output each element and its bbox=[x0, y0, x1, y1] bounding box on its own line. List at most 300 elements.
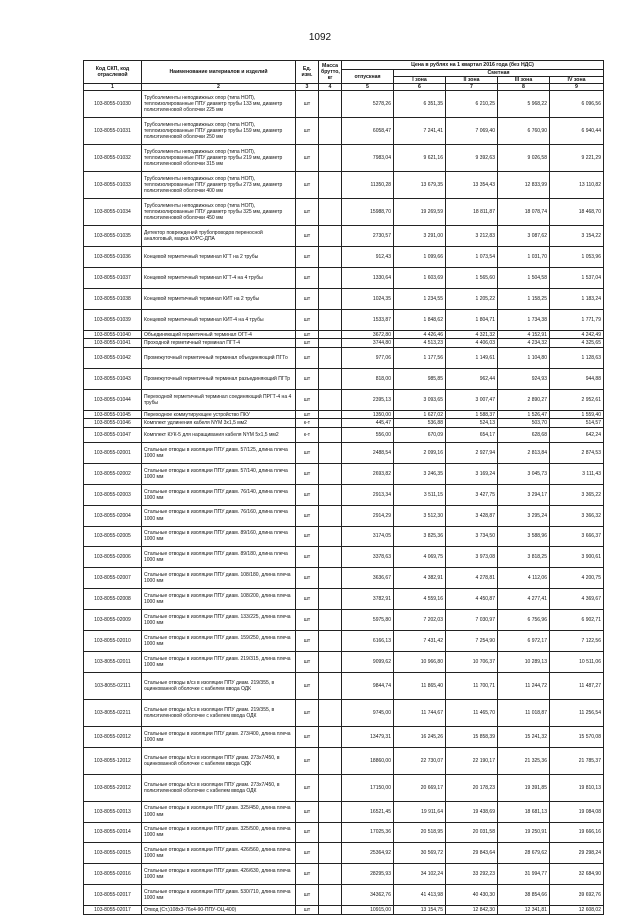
cell-price-otpusk: 2913,34 bbox=[342, 484, 394, 505]
cell-mass bbox=[319, 568, 342, 589]
cell-code: 103-8055-02007 bbox=[84, 568, 142, 589]
cell-unit: шт bbox=[296, 843, 319, 864]
cell-name: Комплект удлинения кабеля NYM 3х1,5 мм2 bbox=[142, 419, 296, 428]
cell-price-zone4: 10 511,06 bbox=[550, 651, 604, 672]
cell-price-zone4: 1 537,04 bbox=[550, 268, 604, 289]
cell-name: Комплект КУК-5 для наращивания кабеля NYM 5х1,5 мм2 bbox=[142, 428, 296, 443]
cell-price-zone1: 22 730,07 bbox=[394, 747, 446, 774]
cell-price-otpusk: 9745,00 bbox=[342, 699, 394, 726]
cell-price-otpusk: 2914,29 bbox=[342, 505, 394, 526]
cell-price-zone3: 12 833,99 bbox=[498, 172, 550, 199]
table-row bbox=[84, 906, 604, 915]
cell-price-zone4: 11 487,27 bbox=[550, 672, 604, 699]
cell-name: Стальные отводы в изоляции ППУ диам. 76/140, длина плеча 1000 мм bbox=[142, 484, 296, 505]
cell-unit: шт bbox=[296, 568, 319, 589]
cell-price-zone4: 4 242,49 bbox=[550, 330, 604, 339]
cell-price-otpusk: 13479,31 bbox=[342, 726, 394, 747]
header-price-group: Цена в рублях на 1 квартал 2016 года (без НДС) bbox=[342, 61, 604, 70]
cell-price-zone1: 3 291,00 bbox=[394, 226, 446, 247]
cell-price-zone3: 11 018,87 bbox=[498, 699, 550, 726]
cell-price-zone3: 31 994,77 bbox=[498, 864, 550, 885]
cell-code: 103-8055-02004 bbox=[84, 505, 142, 526]
cell-price-otpusk: 17150,00 bbox=[342, 774, 394, 801]
cell-code: 103-8055-01043 bbox=[84, 369, 142, 390]
table-row bbox=[84, 118, 604, 145]
cell-unit: шт bbox=[296, 526, 319, 547]
cell-price-zone2: 4 278,81 bbox=[446, 568, 498, 589]
cell-price-zone1: 1 603,69 bbox=[394, 268, 446, 289]
table-row bbox=[84, 774, 604, 801]
table-row bbox=[84, 463, 604, 484]
table-row bbox=[84, 568, 604, 589]
cell-unit: шт bbox=[296, 118, 319, 145]
table-row bbox=[84, 589, 604, 610]
cell-price-zone1: 4 513,23 bbox=[394, 339, 446, 348]
cell-price-zone4: 6 096,56 bbox=[550, 91, 604, 118]
table-row bbox=[84, 419, 604, 428]
cell-price-zone3: 3 818,25 bbox=[498, 547, 550, 568]
cell-price-otpusk: 3782,91 bbox=[342, 589, 394, 610]
cell-price-otpusk: 5975,80 bbox=[342, 610, 394, 631]
cell-mass bbox=[319, 774, 342, 801]
cell-price-zone4: 9 221,29 bbox=[550, 145, 604, 172]
cell-code: 103-8055-01032 bbox=[84, 145, 142, 172]
header-zone4: IV зона bbox=[550, 77, 604, 84]
cell-price-zone4: 3 111,43 bbox=[550, 463, 604, 484]
cell-mass bbox=[319, 547, 342, 568]
cell-price-zone4: 21 785,37 bbox=[550, 747, 604, 774]
cell-price-zone2: 4 321,32 bbox=[446, 330, 498, 339]
cell-unit: шт bbox=[296, 172, 319, 199]
cell-price-otpusk: 28295,93 bbox=[342, 864, 394, 885]
cell-unit: шт bbox=[296, 247, 319, 268]
cell-price-zone3: 18 681,13 bbox=[498, 801, 550, 822]
cell-price-zone4: 1 771,79 bbox=[550, 309, 604, 330]
cell-code: 103-8055-01036 bbox=[84, 247, 142, 268]
cell-price-zone3: 5 968,22 bbox=[498, 91, 550, 118]
column-number: 2 bbox=[142, 84, 296, 91]
cell-name: Стальные отводы в изоляции ППУ диам. 57/125, длина плеча 1000 мм bbox=[142, 442, 296, 463]
cell-price-zone1: 19 911,64 bbox=[394, 801, 446, 822]
cell-price-zone3: 3 588,96 bbox=[498, 526, 550, 547]
cell-code: 103-8055-02012 bbox=[84, 726, 142, 747]
cell-unit: шт bbox=[296, 885, 319, 906]
header-otpusk: отпускная bbox=[342, 70, 394, 84]
cell-code: 103-8055-02001 bbox=[84, 442, 142, 463]
cell-price-otpusk: 3636,67 bbox=[342, 568, 394, 589]
cell-code: 103-8055-01030 bbox=[84, 91, 142, 118]
cell-price-zone2: 18 811,87 bbox=[446, 199, 498, 226]
cell-code: 103-8055-01046 bbox=[84, 419, 142, 428]
cell-price-otpusk: 34362,76 bbox=[342, 885, 394, 906]
cell-price-zone3: 3 087,62 bbox=[498, 226, 550, 247]
cell-name: Стальные отводы в изоляции ППУ диам. 89/160, длина плеча 1000 мм bbox=[142, 526, 296, 547]
cell-code: 103-8055-02011 bbox=[84, 651, 142, 672]
cell-mass bbox=[319, 226, 342, 247]
cell-price-zone3: 503,70 bbox=[498, 419, 550, 428]
cell-price-otpusk: 2488,54 bbox=[342, 442, 394, 463]
cell-unit: шт bbox=[296, 145, 319, 172]
header-zone3: III зона bbox=[498, 77, 550, 84]
cell-price-zone2: 33 292,23 bbox=[446, 864, 498, 885]
cell-unit: шт bbox=[296, 226, 319, 247]
header-mass: Масса брутто, кг bbox=[319, 61, 342, 84]
cell-code: 103-8055-12012 bbox=[84, 747, 142, 774]
header-zone1: I зона bbox=[394, 77, 446, 84]
cell-price-zone2: 1 149,61 bbox=[446, 348, 498, 369]
cell-unit: шт bbox=[296, 699, 319, 726]
cell-price-zone1: 20 669,17 bbox=[394, 774, 446, 801]
table-row bbox=[84, 91, 604, 118]
cell-price-zone3: 11 244,72 bbox=[498, 672, 550, 699]
cell-mass bbox=[319, 906, 342, 915]
cell-unit: шт bbox=[296, 442, 319, 463]
cell-price-zone1: 10 966,80 bbox=[394, 651, 446, 672]
cell-price-zone3: 15 241,32 bbox=[498, 726, 550, 747]
table-row bbox=[84, 822, 604, 843]
cell-price-zone2: 10 706,37 bbox=[446, 651, 498, 672]
cell-price-zone4: 12 608,02 bbox=[550, 906, 604, 915]
cell-price-zone1: 1 627,02 bbox=[394, 410, 446, 419]
cell-price-otpusk: 18860,00 bbox=[342, 747, 394, 774]
cell-name: Промежуточный герметичный терминал объединяющий ПГТо bbox=[142, 348, 296, 369]
cell-price-zone1: 536,88 bbox=[394, 419, 446, 428]
cell-price-zone1: 4 069,75 bbox=[394, 547, 446, 568]
cell-unit: шт bbox=[296, 747, 319, 774]
table-row bbox=[84, 145, 604, 172]
cell-price-otpusk: 2693,82 bbox=[342, 463, 394, 484]
column-numbers-row bbox=[84, 84, 604, 91]
cell-price-otpusk: 10915,00 bbox=[342, 906, 394, 915]
cell-price-zone1: 1 177,56 bbox=[394, 348, 446, 369]
cell-unit: шт bbox=[296, 268, 319, 289]
cell-mass bbox=[319, 610, 342, 631]
cell-price-zone1: 4 426,46 bbox=[394, 330, 446, 339]
column-number: 1 bbox=[84, 84, 142, 91]
cell-mass bbox=[319, 172, 342, 199]
cell-mass bbox=[319, 747, 342, 774]
cell-mass bbox=[319, 428, 342, 443]
cell-price-zone3: 10 289,13 bbox=[498, 651, 550, 672]
cell-code: 103-8055-01041 bbox=[84, 339, 142, 348]
cell-unit: шт bbox=[296, 339, 319, 348]
cell-price-zone3: 18 078,74 bbox=[498, 199, 550, 226]
cell-unit: шт bbox=[296, 309, 319, 330]
cell-price-zone2: 11 700,71 bbox=[446, 672, 498, 699]
cell-price-zone1: 3 093,65 bbox=[394, 389, 446, 410]
cell-price-zone4: 1 053,96 bbox=[550, 247, 604, 268]
table-row bbox=[84, 247, 604, 268]
cell-code: 103-8055-01034 bbox=[84, 199, 142, 226]
cell-price-zone3: 3 294,17 bbox=[498, 484, 550, 505]
cell-price-zone3: 628,68 bbox=[498, 428, 550, 443]
cell-price-zone4: 13 110,82 bbox=[550, 172, 604, 199]
cell-unit: к-т bbox=[296, 428, 319, 443]
cell-price-zone2: 1 588,37 bbox=[446, 410, 498, 419]
cell-price-otpusk: 11350,28 bbox=[342, 172, 394, 199]
cell-code: 103-8055-02014 bbox=[84, 822, 142, 843]
cell-price-zone2: 1 804,71 bbox=[446, 309, 498, 330]
table-row bbox=[84, 547, 604, 568]
cell-price-zone2: 1 565,60 bbox=[446, 268, 498, 289]
cell-name: Стальные отводы в изоляции ППУ диам. 76/160, длина плеча 1000 мм bbox=[142, 505, 296, 526]
cell-unit: шт bbox=[296, 672, 319, 699]
cell-price-zone1: 3 511,15 bbox=[394, 484, 446, 505]
cell-price-zone4: 19 810,13 bbox=[550, 774, 604, 801]
cell-price-zone4: 1 128,63 bbox=[550, 348, 604, 369]
table-row bbox=[84, 726, 604, 747]
cell-unit: шт bbox=[296, 774, 319, 801]
table-row bbox=[84, 610, 604, 631]
cell-price-zone2: 7 030,97 bbox=[446, 610, 498, 631]
cell-name: Объединяющий герметичный терминал ОГТ-4 bbox=[142, 330, 296, 339]
cell-price-zone2: 12 842,30 bbox=[446, 906, 498, 915]
cell-price-zone2: 11 465,70 bbox=[446, 699, 498, 726]
cell-name: Стальные отводы в изоляции ППУ диам. 133/225, длина плеча 1000 мм bbox=[142, 610, 296, 631]
header-unit: Ед. изм. bbox=[296, 61, 319, 84]
cell-price-zone3: 1 158,25 bbox=[498, 288, 550, 309]
cell-mass bbox=[319, 410, 342, 419]
cell-price-zone3: 6 760,90 bbox=[498, 118, 550, 145]
table-header bbox=[84, 61, 604, 91]
column-number: 8 bbox=[498, 84, 550, 91]
cell-mass bbox=[319, 526, 342, 547]
cell-price-zone4: 1 183,24 bbox=[550, 288, 604, 309]
cell-price-otpusk: 15988,70 bbox=[342, 199, 394, 226]
cell-price-otpusk: 2395,13 bbox=[342, 389, 394, 410]
cell-name: Стальные отводы в изоляции ППУ диам. 57/140, длина плеча 1000 мм bbox=[142, 463, 296, 484]
cell-unit: шт bbox=[296, 199, 319, 226]
cell-code: 103-8055-01035 bbox=[84, 226, 142, 247]
cell-price-zone2: 4 406,03 bbox=[446, 339, 498, 348]
cell-unit: шт bbox=[296, 369, 319, 390]
cell-code: 103-8055-02016 bbox=[84, 864, 142, 885]
cell-price-zone3: 4 152,91 bbox=[498, 330, 550, 339]
cell-code: 103-8055-02009 bbox=[84, 610, 142, 631]
column-number: 9 bbox=[550, 84, 604, 91]
cell-price-otpusk: 2730,57 bbox=[342, 226, 394, 247]
cell-price-zone3: 19 391,85 bbox=[498, 774, 550, 801]
cell-mass bbox=[319, 247, 342, 268]
cell-mass bbox=[319, 505, 342, 526]
cell-price-zone2: 3 734,50 bbox=[446, 526, 498, 547]
cell-price-zone1: 41 413,98 bbox=[394, 885, 446, 906]
cell-price-zone4: 11 256,54 bbox=[550, 699, 604, 726]
cell-name: Стальные отводы в/сз в изоляции ППУ диам. 273х7/450, в оцинкованной оболочке с кабелем ввода ОДК bbox=[142, 747, 296, 774]
cell-price-zone4: 514,57 bbox=[550, 419, 604, 428]
cell-price-zone1: 4 382,91 bbox=[394, 568, 446, 589]
cell-mass bbox=[319, 91, 342, 118]
page-number: 1092 bbox=[308, 32, 332, 43]
cell-price-zone3: 924,93 bbox=[498, 369, 550, 390]
cell-price-zone3: 4 277,41 bbox=[498, 589, 550, 610]
cell-price-otpusk: 3174,05 bbox=[342, 526, 394, 547]
cell-price-zone3: 4 112,06 bbox=[498, 568, 550, 589]
cell-unit: шт bbox=[296, 330, 319, 339]
cell-unit: шт bbox=[296, 547, 319, 568]
cell-price-zone4: 18 468,70 bbox=[550, 199, 604, 226]
cell-price-zone4: 944,88 bbox=[550, 369, 604, 390]
cell-name: Трубоэлементы неподвижных опор (типа НОП), теплоизолированные ППУ диаметр трубы 133 мм, диаметр полиэтиленовой оболочки 225 мм bbox=[142, 91, 296, 118]
table-row bbox=[84, 330, 604, 339]
cell-code: 103-8055-22012 bbox=[84, 774, 142, 801]
cell-code: 103-8055-02002 bbox=[84, 463, 142, 484]
cell-mass bbox=[319, 145, 342, 172]
cell-price-zone2: 3 973,08 bbox=[446, 547, 498, 568]
cell-price-otpusk: 25364,92 bbox=[342, 843, 394, 864]
cell-price-zone4: 4 200,75 bbox=[550, 568, 604, 589]
price-table bbox=[83, 60, 604, 915]
header-zone2: II зона bbox=[446, 77, 498, 84]
cell-name: Отвод (Ст.)108х3-76х4-90-ППУ-ОЦ-400) bbox=[142, 906, 296, 915]
table-row bbox=[84, 428, 604, 443]
cell-name: Стальные отводы в изоляции ППУ диам. 426/630, длина плеча 1000 мм bbox=[142, 864, 296, 885]
cell-price-zone1: 3 246,35 bbox=[394, 463, 446, 484]
cell-price-otpusk: 1330,64 bbox=[342, 268, 394, 289]
cell-price-zone4: 3 366,32 bbox=[550, 505, 604, 526]
cell-price-otpusk: 17025,36 bbox=[342, 822, 394, 843]
table-row bbox=[84, 651, 604, 672]
cell-code: 103-8055-02013 bbox=[84, 801, 142, 822]
cell-unit: шт bbox=[296, 288, 319, 309]
cell-code: 103-8055-02005 bbox=[84, 526, 142, 547]
cell-unit: шт bbox=[296, 463, 319, 484]
cell-price-zone1: 7 202,03 bbox=[394, 610, 446, 631]
cell-price-zone1: 16 245,26 bbox=[394, 726, 446, 747]
cell-price-zone4: 15 570,08 bbox=[550, 726, 604, 747]
cell-price-zone4: 3 154,22 bbox=[550, 226, 604, 247]
table-row bbox=[84, 309, 604, 330]
column-number: 5 bbox=[342, 84, 394, 91]
table-row bbox=[84, 484, 604, 505]
cell-price-zone2: 2 927,94 bbox=[446, 442, 498, 463]
cell-name: Концевой герметичный терминал КГТ на 2 трубы bbox=[142, 247, 296, 268]
cell-price-zone1: 6 351,35 bbox=[394, 91, 446, 118]
cell-price-zone3: 1 031,70 bbox=[498, 247, 550, 268]
cell-mass bbox=[319, 442, 342, 463]
cell-name: Переходной герметичный терминал соединяющий ПРГТ-4 на 4 трубы bbox=[142, 389, 296, 410]
cell-mass bbox=[319, 864, 342, 885]
cell-unit: шт bbox=[296, 589, 319, 610]
cell-code: 103-8055-01040 bbox=[84, 330, 142, 339]
cell-mass bbox=[319, 309, 342, 330]
cell-price-zone2: 1 073,54 bbox=[446, 247, 498, 268]
cell-price-zone4: 29 298,24 bbox=[550, 843, 604, 864]
cell-code: 103-8055-01045 bbox=[84, 410, 142, 419]
cell-name: Стальные отводы в изоляции ППУ диам. 273/400, длина плеча 1000 мм bbox=[142, 726, 296, 747]
cell-price-zone4: 2 952,61 bbox=[550, 389, 604, 410]
cell-mass bbox=[319, 419, 342, 428]
cell-price-zone1: 11 744,67 bbox=[394, 699, 446, 726]
cell-price-zone4: 39 692,76 bbox=[550, 885, 604, 906]
cell-price-zone2: 524,13 bbox=[446, 419, 498, 428]
cell-name: Стальные отводы в изоляции ППУ диам. 325/500, длина плеча 1000 мм bbox=[142, 822, 296, 843]
cell-code: 103-8055-01039 bbox=[84, 309, 142, 330]
cell-unit: шт bbox=[296, 91, 319, 118]
cell-price-zone2: 20 031,58 bbox=[446, 822, 498, 843]
cell-price-zone2: 9 392,63 bbox=[446, 145, 498, 172]
cell-price-zone1: 20 518,95 bbox=[394, 822, 446, 843]
cell-price-zone1: 13 679,35 bbox=[394, 172, 446, 199]
cell-price-otpusk: 3672,80 bbox=[342, 330, 394, 339]
cell-unit: к-т bbox=[296, 419, 319, 428]
cell-price-otpusk: 3744,80 bbox=[342, 339, 394, 348]
cell-price-zone1: 9 621,16 bbox=[394, 145, 446, 172]
cell-price-zone3: 3 295,24 bbox=[498, 505, 550, 526]
cell-price-zone1: 30 569,72 bbox=[394, 843, 446, 864]
table-body bbox=[84, 91, 604, 915]
cell-price-zone2: 15 858,39 bbox=[446, 726, 498, 747]
cell-name: Стальные отводы в изоляции ППУ диам. 325/450, длина плеча 1000 мм bbox=[142, 801, 296, 822]
cell-unit: шт bbox=[296, 348, 319, 369]
cell-code: 103-8055-01038 bbox=[84, 288, 142, 309]
cell-code: 103-8055-01042 bbox=[84, 348, 142, 369]
cell-mass bbox=[319, 589, 342, 610]
table-row bbox=[84, 801, 604, 822]
cell-price-zone1: 7 431,42 bbox=[394, 630, 446, 651]
cell-price-zone2: 7 069,40 bbox=[446, 118, 498, 145]
cell-code: 103-8055-01033 bbox=[84, 172, 142, 199]
column-number: 3 bbox=[296, 84, 319, 91]
cell-unit: шт bbox=[296, 906, 319, 915]
cell-price-zone3: 1 526,47 bbox=[498, 410, 550, 419]
cell-price-otpusk: 977,06 bbox=[342, 348, 394, 369]
table-row bbox=[84, 369, 604, 390]
cell-price-zone1: 34 102,24 bbox=[394, 864, 446, 885]
cell-code: 103-8055-01031 bbox=[84, 118, 142, 145]
cell-price-zone3: 4 234,32 bbox=[498, 339, 550, 348]
cell-mass bbox=[319, 484, 342, 505]
cell-unit: шт bbox=[296, 864, 319, 885]
cell-price-zone4: 6 940,44 bbox=[550, 118, 604, 145]
cell-price-zone3: 12 341,81 bbox=[498, 906, 550, 915]
cell-price-zone1: 3 825,36 bbox=[394, 526, 446, 547]
cell-unit: шт bbox=[296, 630, 319, 651]
cell-mass bbox=[319, 726, 342, 747]
table-row bbox=[84, 885, 604, 906]
cell-price-zone2: 654,17 bbox=[446, 428, 498, 443]
cell-unit: шт bbox=[296, 801, 319, 822]
cell-name: Концевой герметичный терминал КГТ-4 на 4 трубы bbox=[142, 268, 296, 289]
cell-price-zone1: 3 512,30 bbox=[394, 505, 446, 526]
cell-mass bbox=[319, 389, 342, 410]
cell-code: 103-8055-02006 bbox=[84, 547, 142, 568]
table-row bbox=[84, 226, 604, 247]
cell-price-zone2: 3 169,24 bbox=[446, 463, 498, 484]
table-row bbox=[84, 339, 604, 348]
cell-price-zone1: 13 154,75 bbox=[394, 906, 446, 915]
cell-price-otpusk: 5278,26 bbox=[342, 91, 394, 118]
cell-price-zone1: 4 559,16 bbox=[394, 589, 446, 610]
cell-name: Стальные отводы в изоляции ППУ диам. 426/560, длина плеча 1000 мм bbox=[142, 843, 296, 864]
table-row bbox=[84, 199, 604, 226]
cell-price-zone4: 1 559,40 bbox=[550, 410, 604, 419]
cell-price-zone2: 962,44 bbox=[446, 369, 498, 390]
column-number: 4 bbox=[319, 84, 342, 91]
cell-price-zone2: 3 428,87 bbox=[446, 505, 498, 526]
cell-price-otpusk: 6166,13 bbox=[342, 630, 394, 651]
cell-code: 103-8055-02211 bbox=[84, 699, 142, 726]
cell-name: Стальные отводы в изоляции ППУ диам. 530/710, длина плеча 1000 мм bbox=[142, 885, 296, 906]
cell-name: Стальные отводы в/сз в изоляции ППУ диам. 219/355, в полиэтиленовой оболочке с кабелем ввода ОДК bbox=[142, 699, 296, 726]
cell-price-zone3: 1 734,38 bbox=[498, 309, 550, 330]
cell-name: Стальные отводы в изоляции ППУ диам. 108/180, длина плеча 1000 мм bbox=[142, 568, 296, 589]
cell-price-otpusk: 7983,04 bbox=[342, 145, 394, 172]
cell-price-zone2: 3 212,83 bbox=[446, 226, 498, 247]
cell-price-zone3: 21 325,36 bbox=[498, 747, 550, 774]
cell-code: 103-8055-01047 bbox=[84, 428, 142, 443]
cell-code: 103-8055-02111 bbox=[84, 672, 142, 699]
